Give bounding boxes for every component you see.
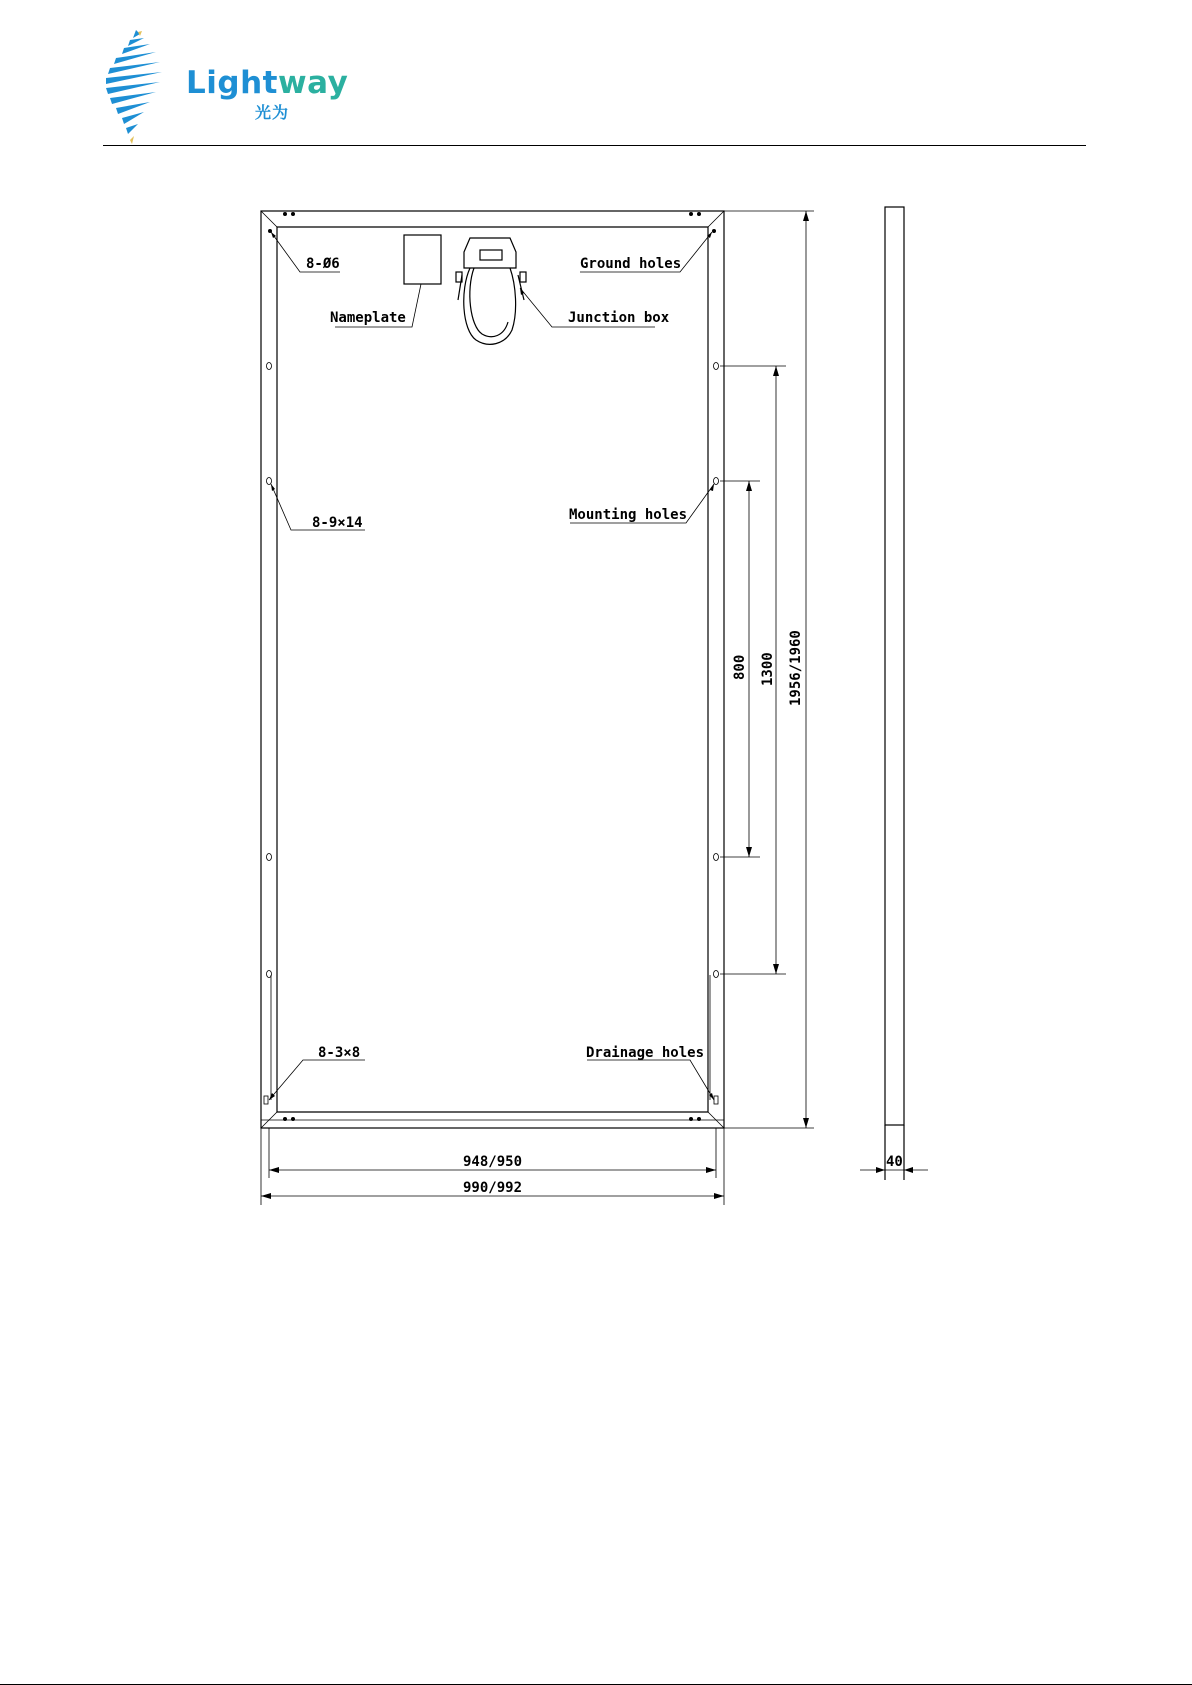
ground-holes-label: Ground holes — [580, 256, 682, 272]
nameplate-shape — [404, 235, 441, 284]
outer-width-dimension: 990/992 — [463, 1180, 523, 1196]
brand-wordmark-part-a: Light — [186, 65, 278, 101]
nameplate-label: Nameplate — [330, 310, 406, 326]
mounting-hole-spec-label: 8-9×14 — [312, 515, 363, 531]
thickness-dimension: 40 — [886, 1154, 903, 1170]
module-inner-frame — [277, 227, 708, 1112]
frame-corner-miters — [261, 211, 724, 1128]
drainage-holes-label: Drainage holes — [586, 1045, 705, 1061]
mounting-holes-label: Mounting holes — [569, 507, 688, 523]
inner-width-dimension: 948/950 — [463, 1154, 523, 1170]
length-dimension: 1956/1960 — [788, 630, 804, 706]
mounting-holes — [267, 363, 719, 978]
ground-hole-spec-label: 8-Ø6 — [306, 256, 340, 272]
mount-span-outer-dimension: 1300 — [760, 652, 776, 686]
leader-lines — [269, 232, 714, 1100]
brand-wordmark-part-b: way — [277, 65, 349, 101]
module-side-profile — [885, 207, 904, 1180]
drainage-holes — [264, 975, 718, 1104]
junction-box-shape — [456, 238, 526, 344]
brand-chinese-name: 光为 — [255, 103, 290, 122]
leader-arrows — [269, 232, 714, 1100]
ground-holes — [268, 212, 716, 1121]
mount-span-inner-dimension: 800 — [732, 654, 748, 680]
drainage-hole-spec-label: 8-3×8 — [318, 1045, 361, 1061]
junction-box-label: Junction box — [568, 310, 670, 326]
module-outer-frame — [261, 211, 724, 1128]
